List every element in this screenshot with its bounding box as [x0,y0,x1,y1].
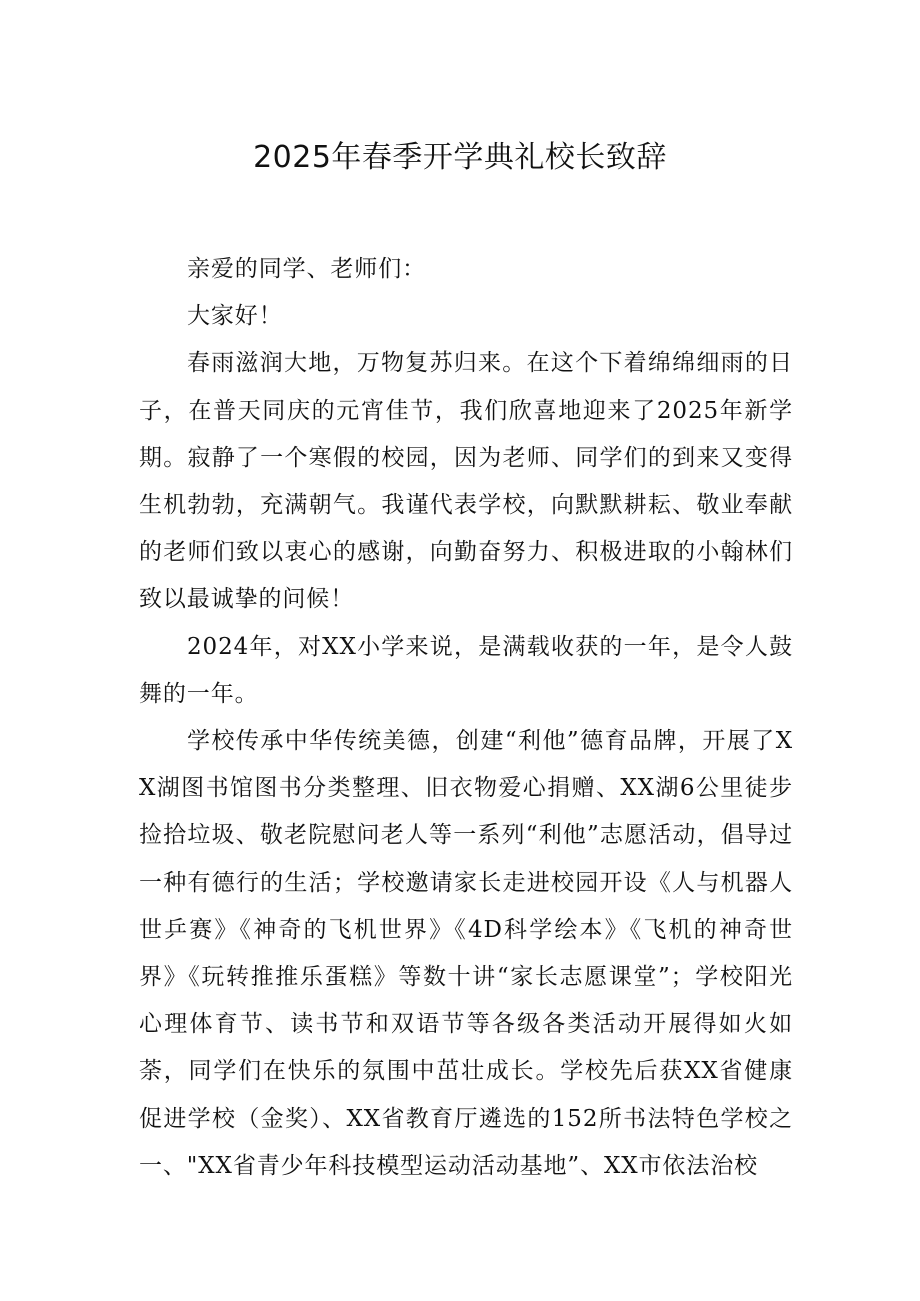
greeting-paragraph: 大家好！ [187,303,283,330]
document-body [139,246,793,1190]
salutation-paragraph: 亲爱的同学、老师们： [187,256,426,282]
opening-paragraph: 春雨滋润大地，万物复苏归来。在这个下着绵绵细雨的日子，在普天同庆的元宵佳节，我们欣喜地迎来了2025年新学期。寂静了一个寒假的校园，因为老师、同学们的到来又变得生机勃勃，充满朝气。我谨代表学校，向默默耕耘、敬业奉献的老师们致以衷心的感谢，向勤奋努力、积极进取的小翰林们致以最诚挚的问候！ [139,350,793,613]
document-title: 2025年春季开学典礼校长致辞 [253,140,667,175]
year-review-paragraph: 2024年，对XX小学来说，是满载收获的一年，是令人鼓舞的一年。 [139,633,793,707]
achievements-paragraph: 学校传承中华传统美德，创建“利他”德育品牌，开展了XX湖图书馆图书分类整理、旧衣物爱心捐赠、XX湖6公里徒步捡拾垃圾、敬老院慰问老人等一系列“利他”志愿活动，倡导过一种有德行的生活；学校邀请家长走进校园开设《人与机器人世乒赛》《神奇的飞机世界》《4D科学绘本》《飞机的神奇世界》《玩转推推乐蛋糕》等数十讲“家长志愿课堂”；学校阳光心理体育节、读书节和双语节等各级各类活动开展得如火如荼，同学们在快乐的氛围中茁壮成长。学校先后获XX省健康促进学校（金奖）、XX省教育厅遴选的152所书法特色学校之一、"XX省青少年科技模型运动活动基地”、XX市依法治校 [139,728,793,1179]
